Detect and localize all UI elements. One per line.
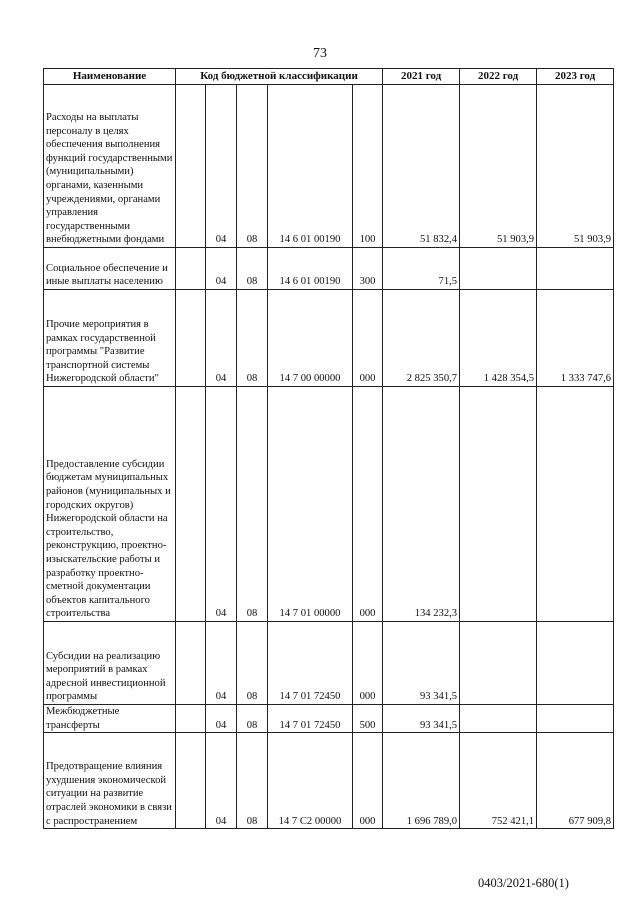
row-name: Субсидии на реализацию мероприятий в рамках адресной инвестиционной программы bbox=[44, 622, 176, 705]
code-cell: 04 bbox=[206, 387, 237, 622]
value-2023: 51 903,9 bbox=[537, 85, 614, 248]
value-2023 bbox=[537, 248, 614, 290]
code-cell: 04 bbox=[206, 248, 237, 290]
row-name: Расходы на выплаты персоналу в целях обеспечения выполнения функций государственными (муниципальными) органами, казенными учреждениями, органами управления государственными внебюджетными фондами bbox=[44, 85, 176, 248]
header-row bbox=[44, 69, 614, 85]
code-cell: 08 bbox=[237, 290, 268, 387]
row-name: Предотвращение влияния ухудшения экономической ситуации на развитие отраслей экономики в связи с распространением bbox=[44, 733, 176, 829]
value-2023 bbox=[537, 622, 614, 705]
document-code: 0403/2021-680(1) bbox=[478, 876, 569, 890]
value-2021: 134 232,3 bbox=[383, 387, 460, 622]
code-cell: 08 bbox=[237, 705, 268, 733]
row-name: Межбюджетные трансферты bbox=[44, 705, 176, 733]
code-cell: 000 bbox=[353, 290, 383, 387]
table-row bbox=[44, 290, 614, 387]
code-cell: 500 bbox=[353, 705, 383, 733]
row-name: Социальное обеспечение и иные выплаты населению bbox=[44, 248, 176, 290]
code-cell: 08 bbox=[237, 85, 268, 248]
table-row bbox=[44, 387, 614, 622]
value-2023: 1 333 747,6 bbox=[537, 290, 614, 387]
code-cell: 000 bbox=[353, 622, 383, 705]
table-row bbox=[44, 85, 614, 248]
code-cell: 14 7 01 72450 bbox=[268, 622, 353, 705]
budget-table bbox=[43, 68, 614, 829]
code-cell bbox=[176, 622, 206, 705]
code-cell: 000 bbox=[353, 387, 383, 622]
code-cell: 04 bbox=[206, 290, 237, 387]
row-name: Прочие мероприятия в рамках государственной программы "Развитие транспортной системы Нижегородской области" bbox=[44, 290, 176, 387]
value-2022 bbox=[460, 622, 537, 705]
code-cell bbox=[176, 85, 206, 248]
code-cell bbox=[176, 290, 206, 387]
code-cell: 14 6 01 00190 bbox=[268, 248, 353, 290]
code-cell: 14 6 01 00190 bbox=[268, 85, 353, 248]
value-2022 bbox=[460, 248, 537, 290]
header-2021: 2021 год bbox=[383, 69, 460, 85]
value-2021: 2 825 350,7 bbox=[383, 290, 460, 387]
header-2023: 2023 год bbox=[537, 69, 614, 85]
table-row bbox=[44, 622, 614, 705]
value-2023 bbox=[537, 387, 614, 622]
header-2022: 2022 год bbox=[460, 69, 537, 85]
code-cell: 08 bbox=[237, 622, 268, 705]
code-cell: 08 bbox=[237, 387, 268, 622]
code-cell bbox=[176, 387, 206, 622]
code-cell bbox=[176, 705, 206, 733]
code-cell: 08 bbox=[237, 733, 268, 829]
value-2021: 1 696 789,0 bbox=[383, 733, 460, 829]
code-cell: 04 bbox=[206, 705, 237, 733]
code-cell: 14 7 00 00000 bbox=[268, 290, 353, 387]
table-row bbox=[44, 248, 614, 290]
row-name: Предоставление субсидии бюджетам муниципальных районов (муниципальных и городских округов) Нижегородской области на строительство, реконструкцию, проектно-изыскательские работы и разработку проектно-сметной документации объектов капитального строительства bbox=[44, 387, 176, 622]
code-cell: 14 7 01 72450 bbox=[268, 705, 353, 733]
value-2021: 93 341,5 bbox=[383, 622, 460, 705]
table-row bbox=[44, 733, 614, 829]
code-cell: 04 bbox=[206, 733, 237, 829]
page-number: 73 bbox=[313, 46, 327, 61]
code-cell: 14 7 01 00000 bbox=[268, 387, 353, 622]
value-2022: 752 421,1 bbox=[460, 733, 537, 829]
code-cell bbox=[176, 248, 206, 290]
value-2021: 71,5 bbox=[383, 248, 460, 290]
code-cell: 100 bbox=[353, 85, 383, 248]
value-2022 bbox=[460, 705, 537, 733]
value-2021: 93 341,5 bbox=[383, 705, 460, 733]
value-2022: 51 903,9 bbox=[460, 85, 537, 248]
value-2021: 51 832,4 bbox=[383, 85, 460, 248]
code-cell: 300 bbox=[353, 248, 383, 290]
code-cell: 000 bbox=[353, 733, 383, 829]
value-2022 bbox=[460, 387, 537, 622]
code-cell: 14 7 С2 00000 bbox=[268, 733, 353, 829]
table-row bbox=[44, 705, 614, 733]
code-cell: 04 bbox=[206, 85, 237, 248]
code-cell: 04 bbox=[206, 622, 237, 705]
header-name: Наименование bbox=[44, 69, 176, 85]
value-2023: 677 909,8 bbox=[537, 733, 614, 829]
code-cell: 08 bbox=[237, 248, 268, 290]
value-2023 bbox=[537, 705, 614, 733]
code-cell bbox=[176, 733, 206, 829]
header-code: Код бюджетной классификации bbox=[176, 69, 383, 85]
value-2022: 1 428 354,5 bbox=[460, 290, 537, 387]
